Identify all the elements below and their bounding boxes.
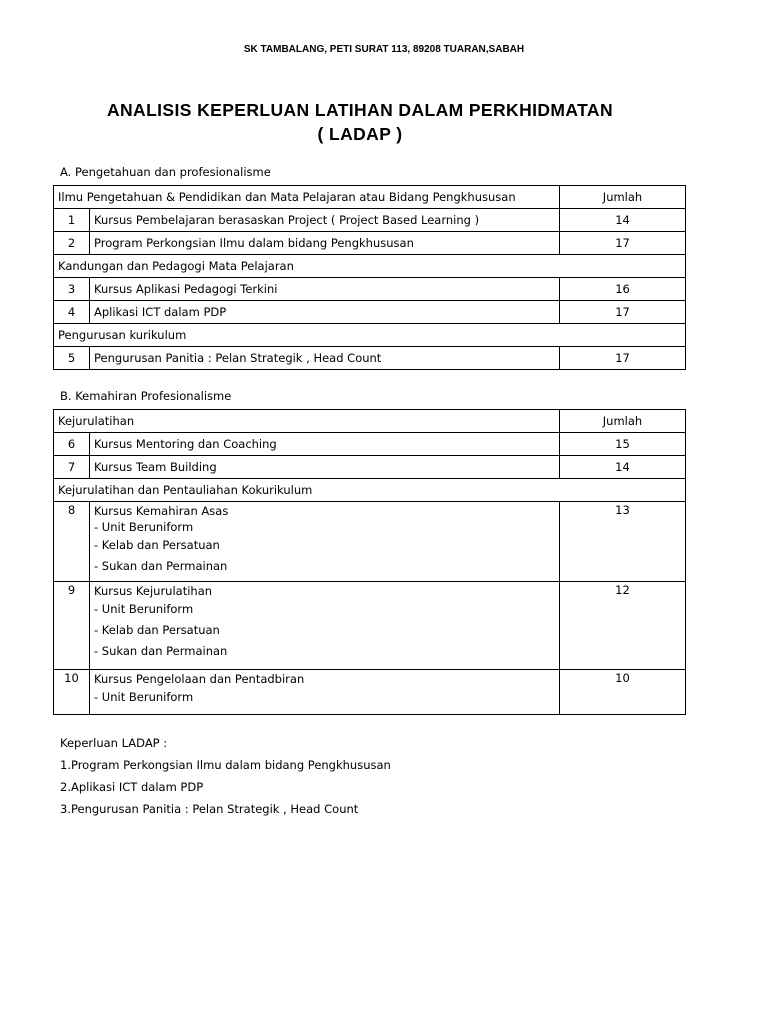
row-number: 2 (54, 232, 90, 255)
course-cell (90, 670, 560, 715)
table-row (54, 278, 686, 301)
table-row (54, 301, 686, 324)
ladap-needs (60, 732, 391, 820)
row-number: 6 (54, 433, 90, 456)
section-b-heading: B. Kemahiran Profesionalisme (60, 389, 232, 403)
table-header-row (54, 186, 686, 209)
course-name: Kursus Kemahiran Asas (94, 504, 229, 518)
group-label: Kandungan dan Pedagogi Mata Pelajaran (54, 255, 686, 278)
title-line-2: ( LADAP ) (317, 124, 403, 144)
table-row (54, 433, 686, 456)
row-number: 3 (54, 278, 90, 301)
document-title (40, 98, 680, 146)
needs-item: 2.Aplikasi ICT dalam PDP (60, 780, 204, 794)
sub-item: - Kelab dan Persatuan (94, 538, 220, 552)
course-count: 14 (560, 456, 686, 479)
course-name: Kursus Mentoring dan Coaching (90, 433, 560, 456)
table-row (54, 670, 686, 715)
course-name: Kursus Kejurulatihan (94, 584, 213, 598)
title-line-1: ANALISIS KEPERLUAN LATIHAN DALAM PERKHIDMATAN (106, 100, 614, 120)
course-name: Aplikasi ICT dalam PDP (90, 301, 560, 324)
group-label-row (54, 479, 686, 502)
row-number: 1 (54, 209, 90, 232)
group-label-row (54, 324, 686, 347)
row-number: 7 (54, 456, 90, 479)
course-count: 12 (560, 582, 686, 670)
course-count: 10 (560, 670, 686, 715)
header-label: Kejurulatihan (54, 410, 560, 433)
sub-item: - Unit Beruniform (94, 602, 194, 616)
needs-item: 3.Pengurusan Panitia : Pelan Strategik , Head Count (60, 802, 359, 816)
course-name: Kursus Pengelolaan dan Pentadbiran (94, 672, 305, 686)
course-count: 15 (560, 433, 686, 456)
header-label: Ilmu Pengetahuan & Pendidikan dan Mata Pelajaran atau Bidang Pengkhususan (54, 186, 560, 209)
sub-item: - Unit Beruniform (94, 520, 194, 534)
school-address: SK TAMBALANG, PETI SURAT 113, 89208 TUARAN,SABAH (243, 44, 525, 55)
course-name: Pengurusan Panitia : Pelan Strategik , Head Count (90, 347, 560, 370)
course-count: 13 (560, 502, 686, 582)
row-number: 9 (54, 582, 90, 670)
course-name: Kursus Pembelajaran berasaskan Project ( Project Based Learning ) (90, 209, 560, 232)
section-a-heading: A. Pengetahuan dan profesionalisme (60, 165, 271, 179)
group-label-row (54, 255, 686, 278)
table-row (54, 582, 686, 670)
table-row (54, 232, 686, 255)
course-cell (90, 582, 560, 670)
table-row (54, 347, 686, 370)
course-name: Kursus Aplikasi Pedagogi Terkini (90, 278, 560, 301)
section-b-table (53, 409, 686, 715)
sub-item: - Unit Beruniform (94, 690, 194, 704)
row-number: 4 (54, 301, 90, 324)
course-count: 17 (560, 232, 686, 255)
group-label: Pengurusan kurikulum (54, 324, 686, 347)
course-count: 17 (560, 301, 686, 324)
sub-item: - Kelab dan Persatuan (94, 623, 220, 637)
course-cell (90, 502, 560, 582)
table-header-row (54, 410, 686, 433)
row-number: 10 (54, 670, 90, 715)
course-name: Kursus Team Building (90, 456, 560, 479)
table-row (54, 209, 686, 232)
row-number: 5 (54, 347, 90, 370)
sub-item: - Sukan dan Permainan (94, 644, 228, 658)
needs-heading: Keperluan LADAP : (60, 736, 168, 750)
table-row (54, 502, 686, 582)
table-row (54, 456, 686, 479)
course-count: 17 (560, 347, 686, 370)
course-name: Program Perkongsian Ilmu dalam bidang Pengkhususan (90, 232, 560, 255)
header-count-label: Jumlah (560, 410, 686, 433)
section-a-table (53, 185, 686, 370)
course-count: 16 (560, 278, 686, 301)
sub-item: - Sukan dan Permainan (94, 559, 228, 573)
row-number: 8 (54, 502, 90, 582)
course-count: 14 (560, 209, 686, 232)
needs-item: 1.Program Perkongsian Ilmu dalam bidang Pengkhususan (60, 758, 391, 772)
group-label: Kejurulatihan dan Pentauliahan Kokurikulum (54, 479, 686, 502)
header-count-label: Jumlah (560, 186, 686, 209)
